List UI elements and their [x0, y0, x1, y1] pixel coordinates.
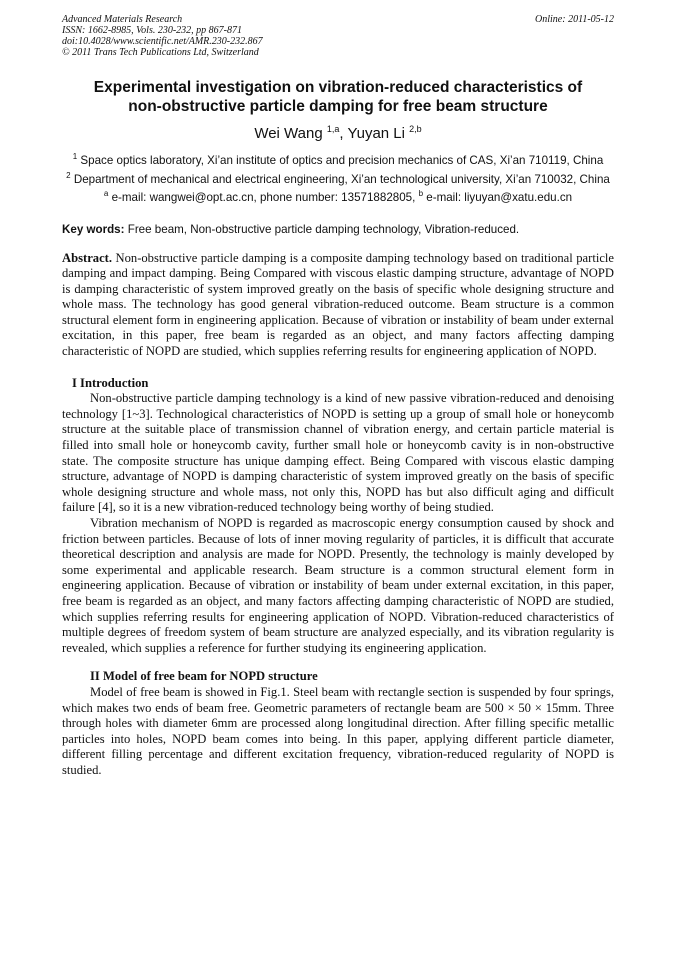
- title-line-1: Experimental investigation on vibration-reduced characteristics of: [93, 79, 583, 96]
- email-a-marker: a: [103, 189, 109, 198]
- abstract: [62, 251, 614, 360]
- author-line: [62, 120, 614, 143]
- journal-name: Advanced Materials Research: [62, 14, 183, 25]
- title-line-2: non-obstructive particle damping for free beam structure: [128, 98, 548, 115]
- affiliation-2-number: 2: [66, 170, 71, 180]
- doi-line[interactable]: doi:10.4028/www.scientific.net/AMR.230-232.867: [62, 36, 263, 47]
- paper-page: [62, 14, 614, 779]
- paper-title: [62, 78, 614, 116]
- contact-line: [62, 187, 614, 206]
- author-2: Yuyan Li: [347, 125, 405, 142]
- abstract-text: Non-obstructive particle damping is a composite damping technology based on traditional particle damping and impact damping. Being Compared with viscous elastic damping structure, advantage of NOPD is damping characteristic of system improved greatly on the basis of specific whole designing structure and whole mass. The technology has good general vibration-reduced outcome. Beam structure is a common structural element form in engineering application. Because of vibration or instability of beam under external excitation, in this paper, free beam is regarded as an object, and many factors affecting damping characteristic of NOPD are studied, which supplies referring results for engineering application of NOPD.: [62, 250, 614, 359]
- journal-header: [62, 14, 614, 58]
- section-2-heading: II Model of free beam for NOPD structure: [90, 669, 318, 684]
- email-a[interactable]: e-mail: wangwei@opt.ac.cn, phone number: 13571882805,: [111, 191, 416, 204]
- affiliation-1-number: 1: [72, 152, 78, 161]
- affiliation-1: [62, 150, 614, 169]
- affiliation-2-text: Department of mechanical and electrical engineering, Xi’an technological university, Xi’an 710032, China: [73, 172, 610, 186]
- abstract-label: Abstract.: [62, 250, 113, 265]
- keywords-text: Free beam, Non-obstructive particle damping technology, Vibration-reduced.: [127, 222, 520, 236]
- author-1: Wei Wang: [254, 125, 323, 142]
- email-b-marker: b: [418, 189, 424, 198]
- section-1-paragraph-1: Non-obstructive particle damping technology is a kind of new passive vibration-reduced and denoising technology [1~3]. Technological characteristics of NOPD is setting up a group of small hole or honeycomb structure at the suitable place of transmission channel of vibration energy, and certain particle material is filled into small hole or honeycomb cavity, further small hole or honeycomb cavity is in non-obstructive state. The composite structure has unique damping effect. Being Compared with viscous elastic damping structure, advantage of NOPD is damping characteristic of system improved greatly on the basis of specific whole designing structure and whole mass, not only this, NOPD has but also difficult aging and difficult failure [4], so it is a new vibration-reduced technology being worthy of being studied.: [62, 391, 614, 515]
- affiliation-2: [62, 169, 614, 188]
- online-date: Online: 2011-05-12: [535, 14, 614, 25]
- section-2-paragraph-1: Model of free beam is showed in Fig.1. Steel beam with rectangle section is suspended by four springs, which makes two ends of beam free. Geometric parameters of rectangle beam are 500 × 50 × 15mm. Three through holes with diameter 6mm are processed along longitudinal direction. After filling specific metallic particles into holes, NOPD beam comes into being. In this paper, applying different particle diameter, different filling percentage and different excitation frequency, vibration-reduced regularity of NOPD is studied.: [62, 684, 614, 777]
- author-2-affil: 2,b: [409, 124, 422, 134]
- section-1-heading: I Introduction: [72, 375, 149, 390]
- keywords-label: Key words:: [62, 222, 125, 236]
- copyright-line: © 2011 Trans Tech Publications Ltd, Switzerland: [62, 47, 259, 58]
- affiliation-1-text: Space optics laboratory, Xi’an institute of optics and precision mechanics of CAS, Xi’an 710119, China: [80, 154, 604, 167]
- issn-line: ISSN: 1662-8985, Vols. 230-232, pp 867-871: [62, 25, 242, 36]
- section-1-paragraph-2: Vibration mechanism of NOPD is regarded as macroscopic energy consumption caused by shock and friction between particles. Because of lots of inner moving regularity of particles, it is difficult that accurate theoretical description and analysis are made for NOPD. Presently, the technology is mainly developed by some experimental and applicable research. Beam structure is a common structural element form in engineering application. Because of vibration or instability of beam under external excitation, in this paper, free beam is regarded as an object, and many factors affecting damping characteristic of NOPD are studied, which supplies referring results for engineering application of NOPD. Vibration-reduced characteristics of multiple degrees of freedom system of beam structure are analyzed especially, and its vibration regularity is revealed, which supplies a reference for further studying its engineering application.: [62, 516, 614, 655]
- author-separator: ,: [339, 125, 348, 142]
- author-1-affil: 1,a: [326, 124, 340, 134]
- email-b[interactable]: e-mail: liyuyan@xatu.edu.cn: [426, 191, 573, 204]
- keywords: [62, 223, 614, 237]
